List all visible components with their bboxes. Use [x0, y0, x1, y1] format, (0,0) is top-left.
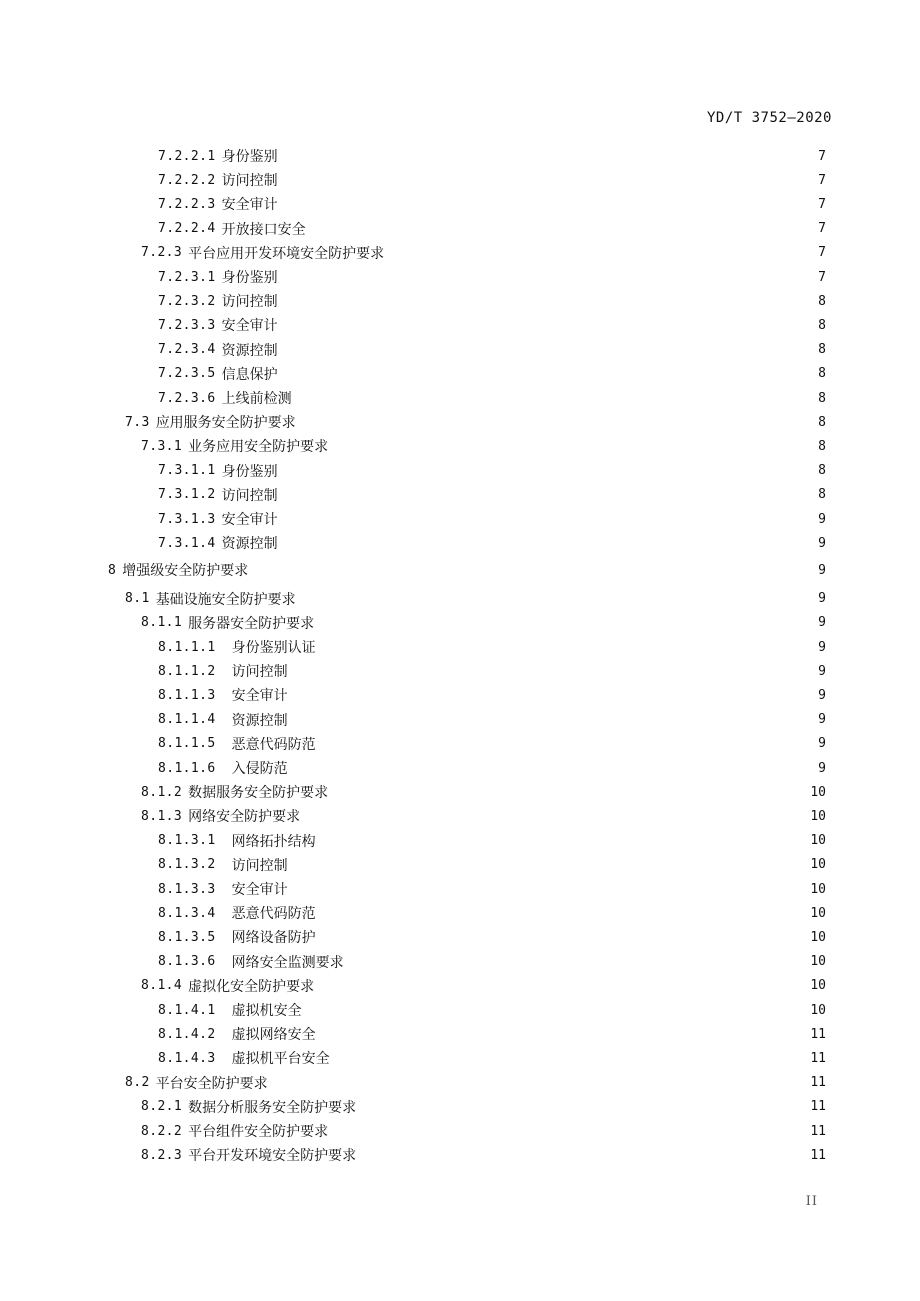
- toc-entry-number: 8.1.1: [141, 615, 183, 631]
- toc-entry[interactable]: [158, 363, 826, 385]
- toc-entry-number: 7.2.2.4: [158, 221, 216, 237]
- toc-dot-leader: [296, 854, 804, 876]
- toc-entry-number: 8.2.3: [141, 1147, 183, 1163]
- toc-entry-title: 安全审计: [221, 318, 278, 335]
- toc-dot-leader: [296, 878, 804, 900]
- toc-entry-title: 增强级安全防护要求: [122, 563, 249, 580]
- toc-entry-number: 8.1.3.5: [158, 929, 216, 945]
- toc-dot-leader: [286, 363, 804, 385]
- toc-entry-title: 入侵防范: [231, 761, 288, 777]
- toc-dot-leader: [310, 999, 804, 1021]
- toc-dot-leader: [304, 411, 804, 433]
- toc-entry[interactable]: [158, 145, 826, 167]
- toc-entry-title: 数据服务安全防护要求: [188, 785, 329, 802]
- toc-entry-number: 8.1.3.3: [158, 881, 216, 897]
- toc-dot-leader: [364, 1144, 804, 1166]
- toc-entry-title: 业务应用安全防护要求: [188, 439, 329, 456]
- toc-entry-page: 9: [818, 591, 826, 607]
- toc-entry-number: 7.2.3.3: [158, 317, 216, 333]
- toc-entry-number: 7.3.1.2: [158, 487, 216, 503]
- toc-entry-page: 11: [810, 1050, 826, 1066]
- toc-entry-title: 访问控制: [231, 664, 288, 681]
- toc-entry-page: 8: [818, 390, 826, 406]
- toc-entry[interactable]: [141, 805, 826, 827]
- toc-entry-page: 9: [818, 639, 826, 655]
- toc-entry[interactable]: [158, 266, 826, 288]
- toc-entry[interactable]: [158, 999, 826, 1021]
- toc-dot-leader: [296, 757, 804, 779]
- toc-entry-number: 8.1.3.4: [158, 905, 216, 921]
- toc-entry-page: 11: [810, 1123, 826, 1139]
- toc-entry-page: 7: [818, 245, 826, 261]
- toc-dot-leader: [338, 1047, 804, 1069]
- toc-entry-number: 7.2.3.4: [158, 342, 216, 358]
- toc-entry-page: 11: [810, 1099, 826, 1115]
- toc-dot-leader: [324, 733, 804, 755]
- document-code: YD/T 3752—2020: [706, 110, 832, 126]
- toc-dot-leader: [324, 1023, 804, 1045]
- toc-dot-leader: [352, 951, 804, 973]
- toc-entry-title: 基础设施安全防护要求: [155, 591, 296, 608]
- toc-dot-leader: [286, 193, 804, 215]
- toc-dot-leader: [296, 684, 804, 706]
- toc-entry[interactable]: [158, 757, 826, 779]
- toc-entry-number: 8.1.1.3: [158, 687, 216, 703]
- toc-entry-number: 7.2.2.2: [158, 172, 216, 188]
- toc-entry[interactable]: [125, 1072, 826, 1094]
- toc-entry-title: 虚拟化安全防护要求: [188, 978, 315, 995]
- toc-entry[interactable]: [158, 193, 826, 215]
- toc-entry-number: 8.1.4.1: [158, 1002, 216, 1018]
- toc-entry-page: 7: [818, 269, 826, 285]
- toc-entry-page: 10: [810, 881, 826, 897]
- toc-entry[interactable]: [158, 532, 826, 554]
- toc-dot-leader: [286, 266, 804, 288]
- toc-entry[interactable]: [158, 290, 826, 312]
- toc-entry[interactable]: [158, 218, 826, 240]
- toc-entry-title: 虚拟机平台安全: [231, 1051, 330, 1068]
- toc-entry-page: 11: [810, 1075, 826, 1091]
- toc-entry-title: 平台组件安全防护要求: [188, 1124, 329, 1140]
- toc-dot-leader: [336, 1120, 804, 1142]
- toc-entry-page: 9: [818, 663, 826, 679]
- toc-entry[interactable]: [158, 951, 826, 973]
- toc-entry[interactable]: [125, 588, 826, 610]
- toc-entry-page: 9: [818, 712, 826, 728]
- toc-entry-page: 9: [818, 511, 826, 527]
- toc-entry-title: 资源控制: [221, 342, 278, 359]
- toc-entry[interactable]: [158, 733, 826, 755]
- toc-entry[interactable]: [158, 830, 826, 852]
- toc-entry[interactable]: [158, 314, 826, 336]
- toc-entry-title: 身份鉴别: [221, 270, 278, 286]
- toc-dot-leader: [286, 169, 804, 191]
- toc-entry-page: 10: [810, 954, 826, 970]
- toc-entry-number: 8.1.3.2: [158, 857, 216, 873]
- toc-entry-title: 网络拓扑结构: [231, 833, 316, 850]
- toc-dot-leader: [336, 435, 804, 457]
- toc-entry-number: 8.1.3.1: [158, 833, 216, 849]
- toc-entry-title: 访问控制: [221, 487, 278, 504]
- toc-entry-number: 7.2.3.5: [158, 366, 216, 382]
- toc-entry[interactable]: [158, 660, 826, 682]
- toc-entry-number: 8.1.1.6: [158, 760, 216, 776]
- toc-entry-number: 7.2.3.6: [158, 390, 216, 406]
- toc-entry-page: 8: [818, 463, 826, 479]
- page-number: II: [805, 1194, 818, 1209]
- toc-entry[interactable]: [158, 1023, 826, 1045]
- toc-entry-page: 8: [818, 414, 826, 430]
- toc-entry-page: 8: [818, 438, 826, 454]
- toc-entry[interactable]: [158, 926, 826, 948]
- toc-entry-number: 8.1.1.4: [158, 712, 216, 728]
- toc-dot-leader: [296, 709, 804, 731]
- toc-entry[interactable]: [141, 975, 826, 997]
- toc-dot-leader: [300, 387, 804, 409]
- toc-entry-page: 8: [818, 317, 826, 333]
- toc-entry-number: 8.1.4.3: [158, 1050, 216, 1066]
- toc-entry-number: 8.2: [125, 1075, 150, 1091]
- toc-dot-leader: [296, 660, 804, 682]
- toc-dot-leader: [286, 290, 804, 312]
- toc-entry[interactable]: [158, 636, 826, 658]
- toc-entry-title: 身份鉴别: [221, 149, 278, 165]
- toc-entry-page: 10: [810, 978, 826, 994]
- toc-entry[interactable]: [141, 1096, 826, 1118]
- toc-entry-title: 恶意代码防范: [231, 906, 316, 923]
- toc-entry-number: 7.3: [125, 414, 150, 430]
- toc-entry[interactable]: [141, 435, 826, 457]
- toc-entry-page: 8: [818, 366, 826, 382]
- toc-entry[interactable]: [158, 902, 826, 924]
- toc-entry-title: 身份鉴别: [221, 463, 278, 480]
- toc-entry-number: 8.1.4.2: [158, 1026, 216, 1042]
- toc-entry-number: 7.3.1.1: [158, 463, 216, 479]
- toc-dot-leader: [286, 532, 804, 554]
- toc-entry-title: 平台安全防护要求: [155, 1075, 268, 1092]
- toc-entry-number: 8.1.3.6: [158, 954, 216, 970]
- toc-dot-leader: [322, 975, 804, 997]
- toc-entry-number: 7.3.1: [141, 438, 183, 454]
- toc-entry-title: 资源控制: [231, 712, 288, 729]
- toc-entry-page: 7: [818, 196, 826, 212]
- toc-entry-title: 平台应用开发环境安全防护要求: [188, 245, 385, 262]
- toc-entry-number: 8.1.2: [141, 784, 183, 800]
- toc-entry[interactable]: [141, 242, 826, 264]
- toc-dot-leader: [256, 559, 804, 581]
- toc-entry-title: 安全审计: [231, 882, 288, 898]
- toc-entry-title: 身份鉴别认证: [231, 640, 316, 656]
- toc-entry-number: 8.1.1.1: [158, 639, 216, 655]
- toc-entry[interactable]: [158, 387, 826, 409]
- toc-dot-leader: [324, 636, 804, 658]
- toc-entry-title: 平台开发环境安全防护要求: [188, 1148, 357, 1165]
- toc-entry-page: 10: [810, 808, 826, 824]
- toc-dot-leader: [314, 218, 804, 240]
- toc-entry-page: 9: [818, 760, 826, 776]
- toc-entry-title: 服务器安全防护要求: [188, 615, 315, 632]
- toc-dot-leader: [324, 902, 804, 924]
- toc-dot-leader: [392, 242, 804, 264]
- toc-entry-title: 访问控制: [221, 173, 278, 190]
- toc-dot-leader: [286, 339, 804, 361]
- toc-entry-title: 虚拟机安全: [231, 1003, 302, 1019]
- toc-entry[interactable]: [158, 460, 826, 482]
- toc-entry-page: 9: [818, 615, 826, 631]
- toc-entry-number: 7.3.1.4: [158, 535, 216, 551]
- toc-entry-number: 7.2.3.2: [158, 293, 216, 309]
- toc-dot-leader: [286, 484, 804, 506]
- toc-dot-leader: [322, 612, 804, 634]
- toc-entry-page: 10: [810, 857, 826, 873]
- toc-entry-page: 11: [810, 1026, 826, 1042]
- toc-entry[interactable]: [158, 169, 826, 191]
- toc-entry-title: 数据分析服务安全防护要求: [188, 1099, 357, 1116]
- toc-entry-page: 8: [818, 293, 826, 309]
- toc-entry-page: 10: [810, 784, 826, 800]
- toc-entry-number: 7.2.3.1: [158, 269, 216, 285]
- toc-dot-leader: [286, 314, 804, 336]
- toc-entry-page: 9: [818, 736, 826, 752]
- toc-entry-number: 7.2.2.1: [158, 148, 216, 164]
- toc-entry-page: 10: [810, 1002, 826, 1018]
- toc-entry-page: 7: [818, 172, 826, 188]
- toc-entry[interactable]: [125, 411, 826, 433]
- toc-entry[interactable]: [158, 1047, 826, 1069]
- toc-dot-leader: [324, 830, 804, 852]
- toc-entry-title: 网络安全监测要求: [231, 954, 344, 971]
- toc-entry-title: 访问控制: [221, 294, 278, 311]
- toc-entry-number: 8.2.1: [141, 1099, 183, 1115]
- toc-entry-page: 11: [810, 1147, 826, 1163]
- toc-dot-leader: [336, 781, 804, 803]
- toc-entry-page: 8: [818, 487, 826, 503]
- toc-entry[interactable]: [158, 854, 826, 876]
- toc-entry-page: 8: [818, 342, 826, 358]
- toc-entry[interactable]: [158, 709, 826, 731]
- toc-entry-title: 安全审计: [231, 688, 288, 705]
- toc-entry-number: 8.2.2: [141, 1123, 183, 1139]
- toc-entry-title: 恶意代码防范: [231, 736, 316, 753]
- toc-entry-number: 7.2.3: [141, 245, 183, 261]
- toc-entry-title: 网络安全防护要求: [188, 809, 301, 826]
- toc-dot-leader: [304, 588, 804, 610]
- toc-entry-number: 8.1.3: [141, 808, 183, 824]
- toc-dot-leader: [324, 926, 804, 948]
- toc-entry-title: 安全审计: [221, 512, 278, 528]
- toc-entry[interactable]: [141, 612, 826, 634]
- toc-entry[interactable]: [141, 1120, 826, 1142]
- toc-entry-title: 应用服务安全防护要求: [155, 415, 296, 432]
- toc-entry-number: 8: [108, 562, 117, 578]
- toc-entry-page: 9: [818, 562, 826, 578]
- toc-entry-title: 安全审计: [221, 197, 278, 214]
- toc-entry-page: 9: [818, 535, 826, 551]
- toc-entry-number: 7.2.2.3: [158, 196, 216, 212]
- toc-entry-number: 8.1.4: [141, 978, 183, 994]
- toc-entry-title: 网络设备防护: [231, 930, 316, 947]
- toc-entry-page: 7: [818, 148, 826, 164]
- toc-dot-leader: [286, 145, 804, 167]
- toc-entry-number: 8.1.1.2: [158, 663, 216, 679]
- toc-entry-title: 访问控制: [231, 857, 288, 874]
- toc-entry-page: 10: [810, 833, 826, 849]
- toc-dot-leader: [286, 460, 804, 482]
- toc-entry-title: 上线前检测: [221, 391, 292, 407]
- toc-entry[interactable]: [141, 1144, 826, 1166]
- toc-entry[interactable]: [158, 484, 826, 506]
- toc-entry-page: 7: [818, 221, 826, 237]
- toc-entry-page: 10: [810, 905, 826, 921]
- toc-entry[interactable]: [158, 508, 826, 530]
- toc-dot-leader: [286, 508, 804, 530]
- toc-entry-number: 7.3.1.3: [158, 511, 216, 527]
- toc-entry-title: 虚拟网络安全: [231, 1027, 316, 1044]
- toc-entry-page: 10: [810, 929, 826, 945]
- toc-entry-title: 开放接口安全: [221, 221, 306, 238]
- toc-entry-number: 8.1: [125, 591, 150, 607]
- toc-entry[interactable]: [158, 339, 826, 361]
- toc-entry[interactable]: [158, 684, 826, 706]
- toc-dot-leader: [276, 1072, 804, 1094]
- toc-dot-leader: [308, 805, 804, 827]
- toc-entry[interactable]: [158, 878, 826, 900]
- toc-dot-leader: [364, 1096, 804, 1118]
- toc-entry-page: 9: [818, 687, 826, 703]
- toc-entry[interactable]: [108, 559, 826, 581]
- toc-entry-number: 8.1.1.5: [158, 736, 216, 752]
- toc-entry-title: 资源控制: [221, 536, 278, 553]
- toc-entry-title: 信息保护: [221, 366, 278, 383]
- toc-entry[interactable]: [141, 781, 826, 803]
